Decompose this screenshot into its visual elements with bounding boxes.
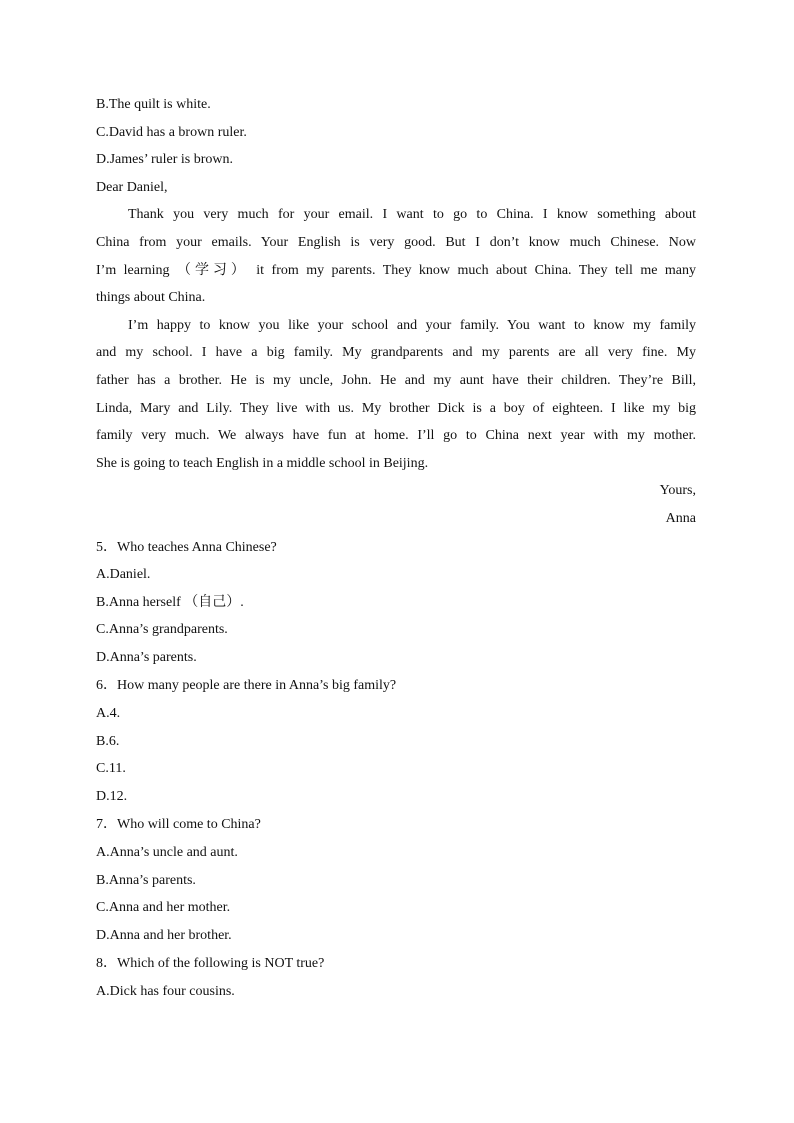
question-stem: 5．Who teaches Anna Chinese? <box>96 539 277 555</box>
option-b: B.Anna herself （自己）. <box>96 594 244 610</box>
option-c: C.11. <box>96 761 126 777</box>
paragraph-line: and my school. I have a big family. My grandparents and my parents are all very fine. My <box>96 345 696 361</box>
paragraph-line: I’m happy to know you like your school and your family. You want to know my family <box>128 317 696 333</box>
paragraph-line: Thank you very much for your email. I want to go to China. I know something about <box>128 207 696 223</box>
prev-option-b: B.The quilt is white. <box>96 97 211 112</box>
option-b: B.Anna’s parents. <box>96 872 196 888</box>
prev-option-d: D.James’ ruler is brown. <box>96 152 233 168</box>
letter-paragraph-1 <box>96 201 696 311</box>
letter-salutation: Dear Daniel, <box>96 179 168 195</box>
option-a: A.Daniel. <box>96 567 151 583</box>
paragraph-line: She is going to teach English in a middle school in Beijing. <box>96 455 429 471</box>
option-a: A.Dick has four cousins. <box>96 984 235 999</box>
option-d: D.Anna and her brother. <box>96 927 232 943</box>
question-5 <box>96 534 696 672</box>
question-6 <box>96 672 696 810</box>
option-a: A.4. <box>96 706 121 722</box>
paragraph-line: father has a brother. He is my uncle, John. He and my aunt have their children. They’re Bill, <box>96 372 696 388</box>
document-page <box>96 91 696 1006</box>
letter-signature: Anna <box>665 510 696 526</box>
option-a: A.Anna’s uncle and aunt. <box>96 845 238 861</box>
paragraph-line: Linda, Mary and Lily. They live with us. My brother Dick is a boy of eighteen. I like my big <box>96 400 696 416</box>
paragraph-line: things about China. <box>96 290 206 306</box>
letter-paragraph-2 <box>96 312 696 478</box>
question-7 <box>96 811 696 949</box>
question-stem: 8．Which of the following is NOT true? <box>96 956 325 972</box>
paragraph-line: family very much. We always have fun at home. I’ll go to China next year with my mother. <box>96 428 696 444</box>
option-d: D.Anna’s parents. <box>96 649 197 665</box>
option-d: D.12. <box>96 788 128 804</box>
option-b: B.6. <box>96 733 120 749</box>
option-c: C.Anna’s grandparents. <box>96 622 228 638</box>
paragraph-line: China from your emails. Your English is very good. But I don’t know much Chinese. Now <box>96 234 696 250</box>
question-stem: 7．Who will come to China? <box>96 817 261 833</box>
paragraph-line: I’m learning （学习） it from my parents. They know much about China. They tell me many <box>96 262 696 278</box>
letter-closing: Yours, <box>659 483 696 499</box>
option-c: C.Anna and her mother. <box>96 900 231 916</box>
question-stem: 6．How many people are there in Anna’s big family? <box>96 678 397 694</box>
prev-option-c: C.David has a brown ruler. <box>96 124 247 140</box>
question-8 <box>96 950 696 1005</box>
